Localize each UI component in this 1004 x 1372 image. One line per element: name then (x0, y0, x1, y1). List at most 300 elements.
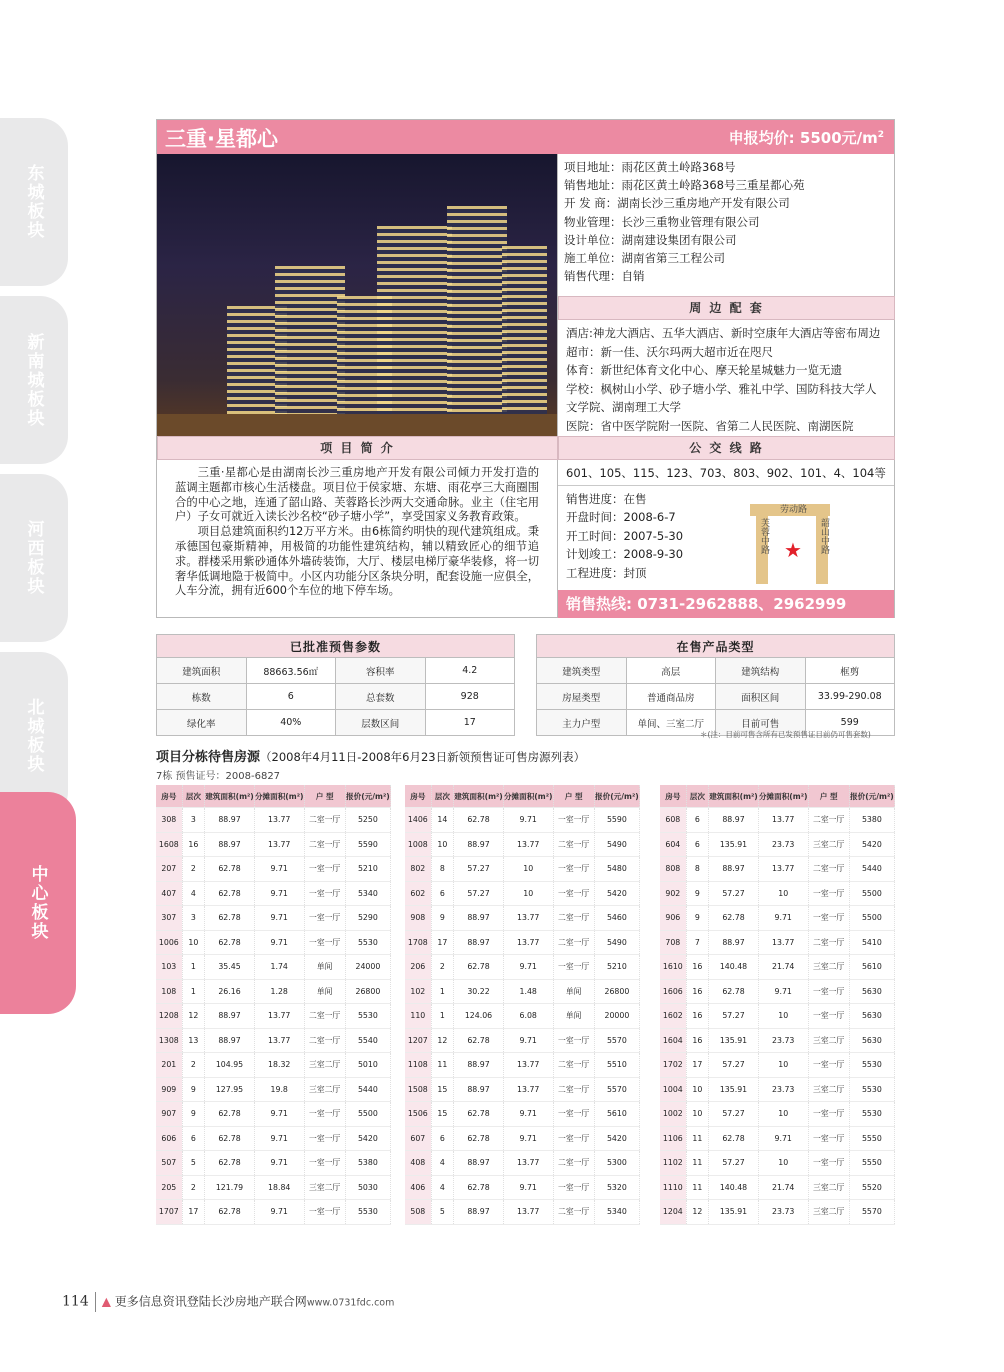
table-cell: 507 (156, 1151, 182, 1176)
around-list (558, 322, 894, 432)
table-cell: 10 (431, 832, 453, 857)
table-cell: 二室一厅 (808, 930, 849, 955)
table-cell: 5440 (849, 857, 894, 882)
table-cell: 一室一厅 (808, 1151, 849, 1176)
sales-finish-date: 计划竣工：2008-9-30 (566, 547, 684, 562)
table-row (405, 1028, 640, 1053)
table-cell: 10 (182, 930, 204, 955)
table-cell: 5410 (849, 930, 894, 955)
table-cell: 5440 (345, 1077, 390, 1102)
table-row (660, 1053, 895, 1078)
table-cell: 26800 (594, 979, 639, 1004)
table-cell: 7 (686, 930, 708, 955)
table-cell: 16 (686, 955, 708, 980)
table-cell: 88.97 (205, 832, 255, 857)
table-cell: 5490 (594, 930, 639, 955)
table-cell: 62.78 (205, 1200, 255, 1225)
table-cell: 16 (686, 1004, 708, 1029)
table-cell: 1308 (156, 1028, 182, 1053)
table-row (156, 930, 391, 955)
table-cell: 14 (431, 808, 453, 833)
table-cell: 5 (431, 1200, 453, 1225)
info-construction: 施工单位：湖南省第三工程公司 (564, 251, 725, 266)
table-cell: 57.27 (709, 1004, 759, 1029)
table-cell: 一室一厅 (304, 906, 345, 931)
table-row (660, 1077, 895, 1102)
table-cell: 124.06 (454, 1004, 504, 1029)
table-cell: 62.78 (454, 808, 504, 833)
road-label-left: 芙蓉中路 (759, 518, 769, 554)
table-cell: 5460 (594, 906, 639, 931)
table-cell: 1110 (660, 1175, 686, 1200)
table-cell: 57.27 (709, 1151, 759, 1176)
table-cell: 5530 (345, 930, 390, 955)
table-cell: 135.91 (709, 1200, 759, 1225)
table-cell: 6 (431, 881, 453, 906)
table-cell: 12 (686, 1200, 708, 1225)
table-cell: 13.77 (503, 832, 553, 857)
table-cell: 9.71 (503, 808, 553, 833)
table-cell: 140.48 (709, 1175, 759, 1200)
table-cell: 62.78 (205, 906, 255, 931)
table-cell: 13.77 (758, 930, 808, 955)
table-cell: 5510 (594, 1053, 639, 1078)
table-cell: 5570 (849, 1200, 894, 1225)
table-cell: 35.45 (205, 955, 255, 980)
around-heading: 周 边 配 套 (558, 296, 895, 320)
table-cell: 62.78 (709, 979, 759, 1004)
table-cell: 88.97 (205, 808, 255, 833)
table-cell: 408 (405, 1151, 431, 1176)
column-header: 分摊面积(m²) (254, 785, 304, 808)
table-cell: 单间 (553, 979, 594, 1004)
table-cell: 一室一厅 (808, 1102, 849, 1127)
table-cell: 9 (182, 1102, 204, 1127)
table-cell: 9.71 (503, 1175, 553, 1200)
products-table: 在售产品类型 建筑类型 高层 建筑结构 框剪 房屋类型 普通商品房 面积区间 33.99-290.08 主力户型 单间、三室二厅 目前可售 599 (536, 634, 895, 736)
table-cell: 6 (182, 1126, 204, 1151)
table-cell: 5320 (594, 1175, 639, 1200)
table-cell: 9.71 (254, 857, 304, 882)
side-tab-xinnancheng[interactable]: 新南城板块 (0, 296, 68, 464)
table-cell: 1208 (156, 1004, 182, 1029)
around-market: 超市：新一佳、沃尔玛两大超市近在咫尺 (566, 344, 773, 359)
table-cell: 1506 (405, 1102, 431, 1127)
table-cell: 6 (686, 808, 708, 833)
table-row (156, 1102, 391, 1127)
table-cell: 307 (156, 906, 182, 931)
table-cell: 88.97 (454, 1151, 504, 1176)
table-row (405, 1077, 640, 1102)
table-cell: 5030 (345, 1175, 390, 1200)
table-row (660, 930, 895, 955)
table-cell: 602 (405, 881, 431, 906)
table-cell: 5550 (849, 1126, 894, 1151)
table-cell: 5590 (345, 832, 390, 857)
table-row (660, 1200, 895, 1225)
table-cell: 3 (182, 906, 204, 931)
table-cell: 135.91 (709, 832, 759, 857)
table-cell: 5300 (594, 1151, 639, 1176)
table-cell: 407 (156, 881, 182, 906)
table-cell: 10 (758, 1151, 808, 1176)
table-row (660, 808, 895, 833)
table-cell: 一室一厅 (553, 1028, 594, 1053)
table-cell: 2 (431, 955, 453, 980)
table-cell: 88.97 (709, 808, 759, 833)
table-cell: 17 (182, 1200, 204, 1225)
table-cell: 1707 (156, 1200, 182, 1225)
project-title: 三重·星都心 (165, 127, 278, 151)
table-cell: 13.77 (503, 1077, 553, 1102)
table-cell: 16 (686, 1028, 708, 1053)
table-cell: 一室一厅 (304, 1126, 345, 1151)
table-cell: 一室一厅 (304, 1200, 345, 1225)
table-cell: 12 (431, 1028, 453, 1053)
table-cell: 5550 (849, 1151, 894, 1176)
table-cell: 一室一厅 (304, 881, 345, 906)
table-cell: 单间 (304, 955, 345, 980)
side-tab-dongcheng[interactable]: 东城板块 (0, 118, 68, 286)
table-cell: 10 (758, 1004, 808, 1029)
sales-start-date: 开工时间：2007-5-30 (566, 528, 684, 543)
page-number: 114 (62, 1293, 89, 1310)
table-cell: 62.78 (205, 930, 255, 955)
side-tab-hexi[interactable]: 河西板块 (0, 474, 68, 642)
table-cell: 三室二厅 (808, 832, 849, 857)
table-row (660, 1126, 895, 1151)
table-cell: 9.71 (254, 1200, 304, 1225)
table-cell: 1 (431, 1004, 453, 1029)
around-school: 学校：枫树山小学、砂子塘小学、雅礼中学、国防科技大学人文学院、湖南理工大学 (566, 381, 877, 415)
column-header: 层次 (182, 785, 204, 808)
table-row (156, 1028, 391, 1053)
table-cell: 135.91 (709, 1077, 759, 1102)
table-cell: 5630 (849, 1028, 894, 1053)
table-cell: 406 (405, 1175, 431, 1200)
sales-open-date: 开盘时间：2008-6-7 (566, 510, 676, 525)
sales-progress: 销售进度：在售 (566, 492, 647, 506)
table-cell: 88.97 (454, 930, 504, 955)
intro-heading: 项 目 简 介 (157, 436, 558, 460)
unit-table (405, 785, 640, 1225)
side-tab-beicheng[interactable]: 北城板块 (0, 652, 68, 820)
column-header: 层次 (686, 785, 708, 808)
column-header: 建筑面积(m²) (205, 785, 255, 808)
table-cell: 10 (503, 881, 553, 906)
table-cell: 4 (182, 881, 204, 906)
table-cell: 11 (431, 1053, 453, 1078)
bus-heading: 公 交 线 路 (558, 436, 895, 460)
table-cell: 57.27 (709, 881, 759, 906)
table-row (156, 808, 391, 833)
location-star-icon: ★ (784, 538, 802, 562)
column-header: 报价(元/m²) (345, 785, 390, 808)
table-cell: 15 (431, 1102, 453, 1127)
intro-paragraph: 三重·星都心是由湖南长沙三重房地产开发有限公司倾力开发打造的蓝调主题都市核心生活楼盘。项目位于侯家塘、东塘、雨花亭三大商圈围合的中心之地，连通了韶山路、芙蓉路长沙两大交通命脉。业主（住宅用户）子女可就近入读长沙名校“砂子塘小学”，享受国家义务教育政策。 (175, 466, 539, 524)
table-cell: 1.28 (254, 979, 304, 1004)
footnote: ＊(注：目前可售含所有已发预售证目前仍可售套数) (700, 730, 871, 739)
table-row (156, 979, 391, 1004)
sales-construction: 工程进度：封顶 (566, 565, 647, 580)
table-cell: 902 (660, 881, 686, 906)
table-cell: 二室一厅 (553, 1151, 594, 1176)
table-cell: 19.8 (254, 1077, 304, 1102)
table-row (405, 906, 640, 931)
table-cell: 5420 (849, 832, 894, 857)
table-cell: 9.71 (254, 881, 304, 906)
table-cell: 1106 (660, 1126, 686, 1151)
table-cell: 708 (660, 930, 686, 955)
column-header: 户 型 (553, 785, 594, 808)
table-cell: 57.27 (454, 857, 504, 882)
table-cell: 13.77 (254, 832, 304, 857)
table-cell: 1.74 (254, 955, 304, 980)
table-cell: 30.22 (454, 979, 504, 1004)
table-cell: 5250 (345, 808, 390, 833)
table-cell: 2 (182, 857, 204, 882)
project-intro (157, 460, 557, 618)
table-cell: 23.73 (758, 1077, 808, 1102)
table-cell: 1608 (156, 832, 182, 857)
list-subtitle: 7栋 预售证号：2008-6827 (156, 771, 281, 782)
table-cell: 5290 (345, 906, 390, 931)
table-cell: 9.71 (758, 906, 808, 931)
table-cell: 127.95 (205, 1077, 255, 1102)
table-cell: 一室一厅 (304, 1151, 345, 1176)
presale-table: 已批准预售参数 建筑面积 88663.56㎡ 容积率 4.2 栋数 6 总套数 928 绿化率 40% 层数区间 17 (156, 634, 515, 736)
table-row (156, 1126, 391, 1151)
around-hospital: 医院：省中医学院附一医院、省第二人民医院、南湖医院 (566, 418, 854, 433)
table-row (660, 1175, 895, 1200)
table-cell: 9 (686, 906, 708, 931)
table-cell: 608 (660, 808, 686, 833)
table-cell: 1207 (405, 1028, 431, 1053)
table-cell: 5340 (345, 881, 390, 906)
side-tab-zhongxin[interactable]: 中心板块 (0, 792, 76, 1014)
table-cell: 11 (686, 1126, 708, 1151)
table-cell: 62.78 (454, 1126, 504, 1151)
table-cell: 23.73 (758, 1028, 808, 1053)
presale-title: 已批准预售参数 (157, 635, 515, 658)
table-cell: 9.71 (503, 1028, 553, 1053)
column-header: 分摊面积(m²) (758, 785, 808, 808)
table-cell: 206 (405, 955, 431, 980)
table-cell: 57.27 (709, 1102, 759, 1127)
table-row (156, 832, 391, 857)
table-cell: 62.78 (709, 1126, 759, 1151)
table-row (660, 979, 895, 1004)
info-property: 物业管理：长沙三重物业管理有限公司 (564, 214, 760, 229)
table-cell: 二室一厅 (553, 906, 594, 931)
table-cell: 20000 (594, 1004, 639, 1029)
side-tabs (0, 118, 76, 1018)
table-cell: 1708 (405, 930, 431, 955)
table-cell: 88.97 (454, 1200, 504, 1225)
table-row (156, 955, 391, 980)
table-row (660, 906, 895, 931)
table-cell: 26800 (345, 979, 390, 1004)
table-cell: 13.77 (503, 1200, 553, 1225)
table-cell: 三室二厅 (808, 955, 849, 980)
table-cell: 一室一厅 (553, 955, 594, 980)
table-cell: 508 (405, 1200, 431, 1225)
table-cell: 13.77 (758, 857, 808, 882)
table-cell: 8 (431, 857, 453, 882)
table-cell: 57.27 (454, 881, 504, 906)
table-row (156, 1053, 391, 1078)
table-row (405, 881, 640, 906)
table-cell: 一室一厅 (553, 1126, 594, 1151)
table-cell: 1002 (660, 1102, 686, 1127)
table-cell: 5630 (849, 1004, 894, 1029)
table-cell: 二室一厅 (808, 808, 849, 833)
table-cell: 17 (686, 1053, 708, 1078)
info-address: 项目地址：雨花区黄土岭路368号 (564, 160, 736, 174)
info-agent: 销售代理：自销 (564, 269, 645, 284)
column-header: 房号 (660, 785, 686, 808)
table-cell: 5530 (849, 1102, 894, 1127)
table-cell: 1004 (660, 1077, 686, 1102)
road-label-right: 韶山中路 (819, 518, 829, 554)
footer-url: www.0731fdc.com (306, 1297, 395, 1309)
column-header: 户 型 (304, 785, 345, 808)
column-header: 房号 (156, 785, 182, 808)
table-cell: 5480 (594, 857, 639, 882)
table-cell: 5500 (849, 906, 894, 931)
table-cell: 13.77 (503, 1151, 553, 1176)
table-cell: 13.77 (503, 1053, 553, 1078)
table-cell: 9 (686, 881, 708, 906)
column-header: 建筑面积(m²) (454, 785, 504, 808)
table-cell: 三室二厅 (808, 1077, 849, 1102)
table-cell: 1604 (660, 1028, 686, 1053)
table-cell: 62.78 (205, 1126, 255, 1151)
table-cell: 1.48 (503, 979, 553, 1004)
table-cell: 207 (156, 857, 182, 882)
table-cell: 135.91 (709, 1028, 759, 1053)
table-row (405, 857, 640, 882)
table-cell: 62.78 (709, 906, 759, 931)
table-row (156, 1175, 391, 1200)
table-cell: 17 (431, 930, 453, 955)
info-sales-address: 销售地址：雨花区黄土岭路368号三重星都心苑 (564, 178, 805, 193)
project-block (156, 119, 895, 618)
table-cell: 5420 (594, 1126, 639, 1151)
table-cell: 1702 (660, 1053, 686, 1078)
around-sport: 体育：新世纪体育文化中心、摩天轮星城魅力一览无遗 (566, 363, 842, 378)
table-cell: 102 (405, 979, 431, 1004)
table-cell: 12 (182, 1004, 204, 1029)
table-cell: 205 (156, 1175, 182, 1200)
table-row (156, 881, 391, 906)
table-cell: 二室一厅 (553, 832, 594, 857)
table-cell: 18.84 (254, 1175, 304, 1200)
price-label: 申报均价: 5500元$/m^2$ (728, 129, 884, 147)
location-map (750, 498, 830, 584)
table-cell: 88.97 (709, 930, 759, 955)
table-cell: 908 (405, 906, 431, 931)
table-cell: 16 (686, 979, 708, 1004)
table-cell: 1102 (660, 1151, 686, 1176)
table-cell: 一室一厅 (808, 1126, 849, 1151)
table-cell: 5420 (345, 1126, 390, 1151)
table-cell: 13.77 (254, 808, 304, 833)
table-cell: 9 (431, 906, 453, 931)
table-cell: 607 (405, 1126, 431, 1151)
table-cell: 9.71 (254, 906, 304, 931)
table-cell: 57.27 (709, 1053, 759, 1078)
table-cell: 1606 (660, 979, 686, 1004)
table-cell: 9 (182, 1077, 204, 1102)
table-cell: 1610 (660, 955, 686, 980)
table-cell: 1508 (405, 1077, 431, 1102)
table-cell: 9.71 (503, 1126, 553, 1151)
table-cell: 6 (686, 832, 708, 857)
table-cell: 26.16 (205, 979, 255, 1004)
footer (62, 1292, 394, 1312)
table-cell: 62.78 (205, 857, 255, 882)
table-cell: 1204 (660, 1200, 686, 1225)
table-cell: 1108 (405, 1053, 431, 1078)
table-cell: 单间 (304, 979, 345, 1004)
column-header: 户 型 (808, 785, 849, 808)
table-cell: 5610 (594, 1102, 639, 1127)
table-cell: 2 (182, 1053, 204, 1078)
unit-table (156, 785, 391, 1225)
table-cell: 23.73 (758, 1200, 808, 1225)
table-row (405, 832, 640, 857)
table-row (405, 1200, 640, 1225)
table-row (660, 1151, 895, 1176)
table-cell: 5420 (594, 881, 639, 906)
table-cell: 606 (156, 1126, 182, 1151)
table-cell: 三室二厅 (304, 1077, 345, 1102)
table-cell: 5210 (594, 955, 639, 980)
unit-table (660, 785, 895, 1225)
table-cell: 308 (156, 808, 182, 833)
table-cell: 16 (182, 832, 204, 857)
table-cell: 906 (660, 906, 686, 931)
table-cell: 5010 (345, 1053, 390, 1078)
table-cell: 802 (405, 857, 431, 882)
table-cell: 909 (156, 1077, 182, 1102)
table-cell: 6 (431, 1126, 453, 1151)
table-cell: 三室二厅 (808, 1028, 849, 1053)
table-row (405, 1126, 640, 1151)
table-row (405, 1053, 640, 1078)
table-row (405, 808, 640, 833)
site-logo-icon: ▲ (101, 1294, 111, 1309)
table-cell: 88.97 (454, 832, 504, 857)
table-cell: 10 (686, 1102, 708, 1127)
table-cell: 9.71 (254, 1126, 304, 1151)
table-cell: 一室一厅 (553, 1102, 594, 1127)
table-row (405, 1151, 640, 1176)
table-cell: 5570 (594, 1028, 639, 1053)
table-cell: 21.74 (758, 955, 808, 980)
table-cell: 108 (156, 979, 182, 1004)
table-row (405, 930, 640, 955)
table-cell: 88.97 (205, 1004, 255, 1029)
table-cell: 二室一厅 (553, 1200, 594, 1225)
table-cell: 103 (156, 955, 182, 980)
table-row (156, 906, 391, 931)
table-cell: 13.77 (254, 1004, 304, 1029)
table-cell: 6.08 (503, 1004, 553, 1029)
table-cell: 三室二厅 (808, 1200, 849, 1225)
table-cell: 8 (686, 857, 708, 882)
